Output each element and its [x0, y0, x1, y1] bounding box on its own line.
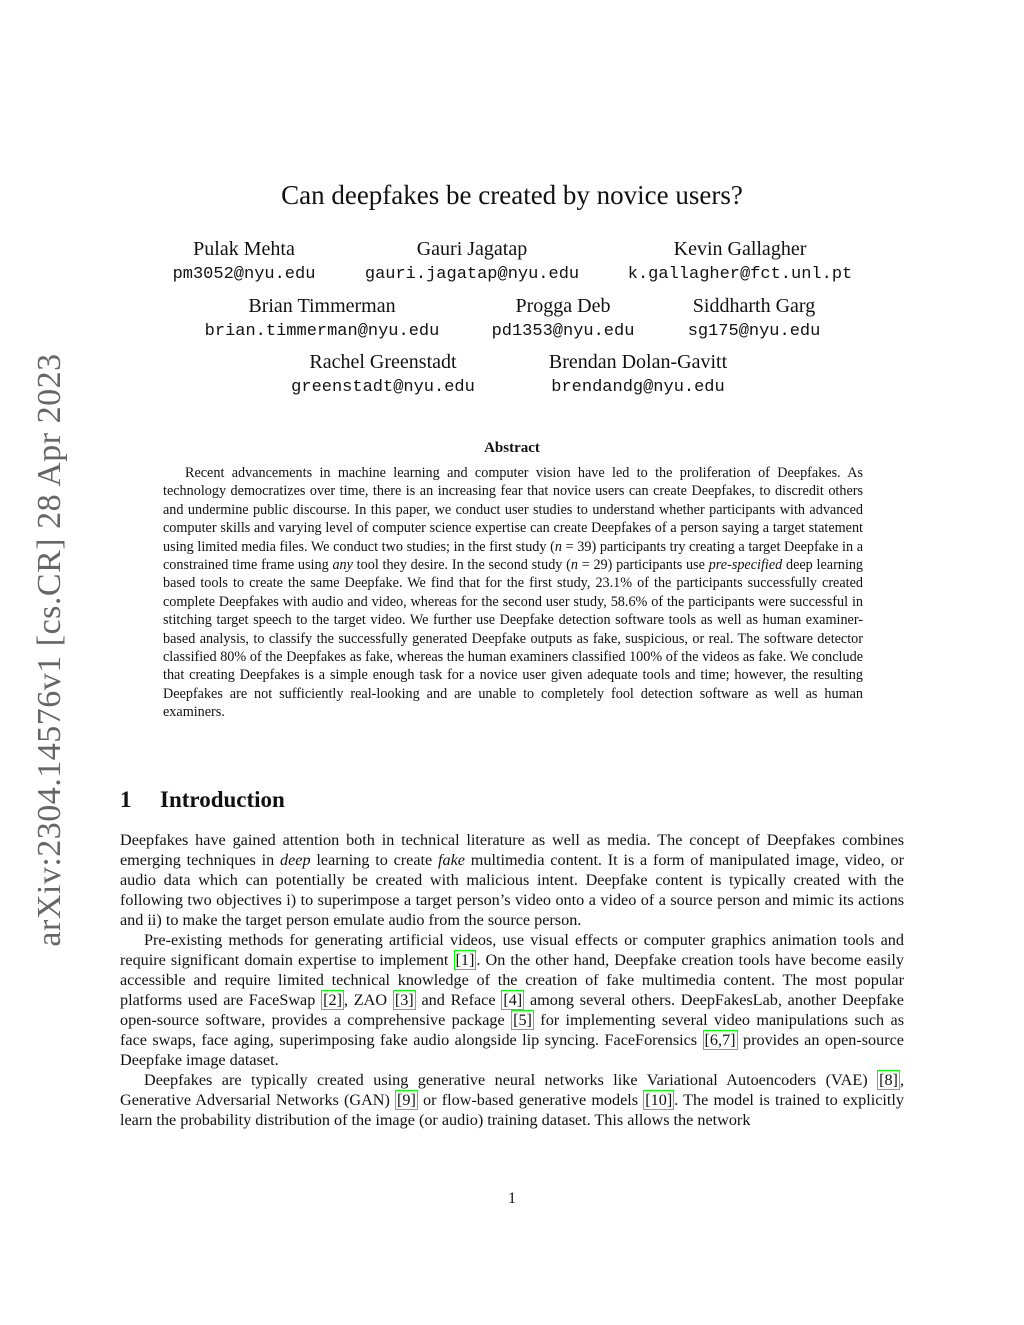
paragraph: Deepfakes have gained attention both in technical literature as well as media. The concept of Deepfakes combines emerging techniques in deep learning to create fake multimedia content. It is a form of manipulated image, video, or audio data which can potentially be created with malicious intent. Deepfake content is typically created with the following two objectives i) to superimpose a target person’s video onto a video of a source person and mimic its actions and ii) to make the target person emulate audio from the source person.	[120, 831, 905, 929]
author-block	[672, 295, 836, 341]
author-name: Siddharth Garg	[692, 295, 816, 317]
author-name: Brian Timmerman	[248, 295, 396, 317]
section-number: 1	[120, 787, 132, 812]
citation-link[interactable]: [2]	[323, 991, 342, 1009]
citation-link[interactable]: [1]	[455, 951, 475, 969]
citation-link[interactable]: [5]	[513, 1011, 532, 1029]
section-heading	[120, 787, 285, 813]
abstract-text: Recent advancements in machine learning and computer vision have led to the proliferation of Deepfakes. As technology democratizes over time, there is an increasing fear that novice users can create Deepfakes, to discredit others and undermine public discourse. In this paper, we conduct user studies to understand whether participants with advanced computer skills and varying level of computer science expertise can create Deepfakes of a person saying a target statement using limited media files. We conduct two studies; in the first study (n = 39) participants try creating a target Deepfake in a constrained time frame using any tool they desire. In the second study (n = 29) participants use pre-specified deep learning based tools to create the same Deepfake. We find that for the first study, 23.1% of the participants successfully created complete Deepfakes with audio and video, whereas for the second user study, 58.6% of the participants were successful in stitching target speech to the target video. We further use Deepfake detection software tools as well as human examiner-based analysis, to classify the successfully generated Deepfake outputs as fake, suspicious, or real. The software detector classified 80% of the Deepfakes as fake, whereas the human examiners classified 100% of the videos as fake. We conclude that creating Deepfakes is a simple enough task for a novice user given adequate tools and time; however, the resulting Deepfakes are not sufficiently real-looking and are unable to completely fool detection software as well as human examiners.	[163, 465, 864, 721]
introduction-body	[120, 830, 904, 1130]
page-number: 1	[508, 1190, 516, 1207]
abstract-heading: Abstract	[484, 440, 540, 456]
author-block	[528, 351, 748, 397]
author-block	[352, 238, 592, 284]
citation-link[interactable]: [4]	[503, 991, 523, 1009]
author-name: Rachel Greenstadt	[309, 351, 457, 373]
citation-link[interactable]: [8]	[879, 1071, 898, 1089]
author-block	[192, 295, 452, 341]
author-email[interactable]: pd1353@nyu.edu	[491, 322, 635, 341]
author-block	[612, 238, 868, 284]
citation-link[interactable]: [3]	[394, 991, 414, 1009]
author-email[interactable]: gauri.jagatap@nyu.edu	[364, 265, 580, 284]
author-block	[164, 238, 324, 284]
author-email[interactable]: brian.timmerman@nyu.edu	[204, 322, 440, 341]
citation-link[interactable]: [6,7]	[704, 1031, 736, 1049]
author-email[interactable]: pm3052@nyu.edu	[172, 265, 316, 284]
citation-link[interactable]: [9]	[397, 1091, 416, 1109]
paragraph: Deepfakes are typically created using generative neural networks like Variational Autoencoders (VAE) [8] , Generative Adversarial Networks (GAN) [9] or flow-based generative models [10] . The model is trained to explicitly learn the probability distribution of the image (or audio) training dataset. This allows the network	[120, 1071, 904, 1129]
author-email[interactable]: k.gallagher@fct.unl.pt	[627, 265, 853, 284]
author-name: Gauri Jagatap	[416, 238, 528, 260]
author-name: Progga Deb	[515, 295, 611, 317]
author-email[interactable]: brendandg@nyu.edu	[551, 378, 725, 397]
author-name: Pulak Mehta	[193, 238, 295, 260]
author-block	[278, 351, 488, 397]
section-title: Introduction	[160, 787, 285, 812]
arxiv-sidebar-id: arXiv:2304.14576v1 [cs.CR] 28 Apr 2023	[31, 353, 68, 947]
paragraph: Pre-existing methods for generating artificial videos, use visual effects or computer graphics animation tools and require significant domain expertise to implement [1] . On the other hand, Deepfake creation tools have become easily accessible and require limited technical knowledge of the creation of fake multimedia content. The most popular platforms used are FaceSwap [2] , ZAO [3] and Reface [4] among several others. DeepFakesLab, another Deepfake open-source software, provides a comprehensive package [5] for implementing several video manipulations such as face swaps, face aging, superimposing fake audio alongside lip syncing. FaceForensics [6,7] provides an open-source Deepfake image dataset.	[120, 931, 905, 1069]
paper-title: Can deepfakes be created by novice users?	[281, 180, 743, 210]
citation-link[interactable]: [10]	[645, 1091, 673, 1109]
author-name: Kevin Gallagher	[673, 238, 807, 260]
author-email[interactable]: greenstadt@nyu.edu	[291, 378, 475, 397]
author-name: Brendan Dolan-Gavitt	[548, 351, 728, 373]
author-block	[481, 295, 645, 341]
author-email[interactable]: sg175@nyu.edu	[687, 322, 821, 341]
